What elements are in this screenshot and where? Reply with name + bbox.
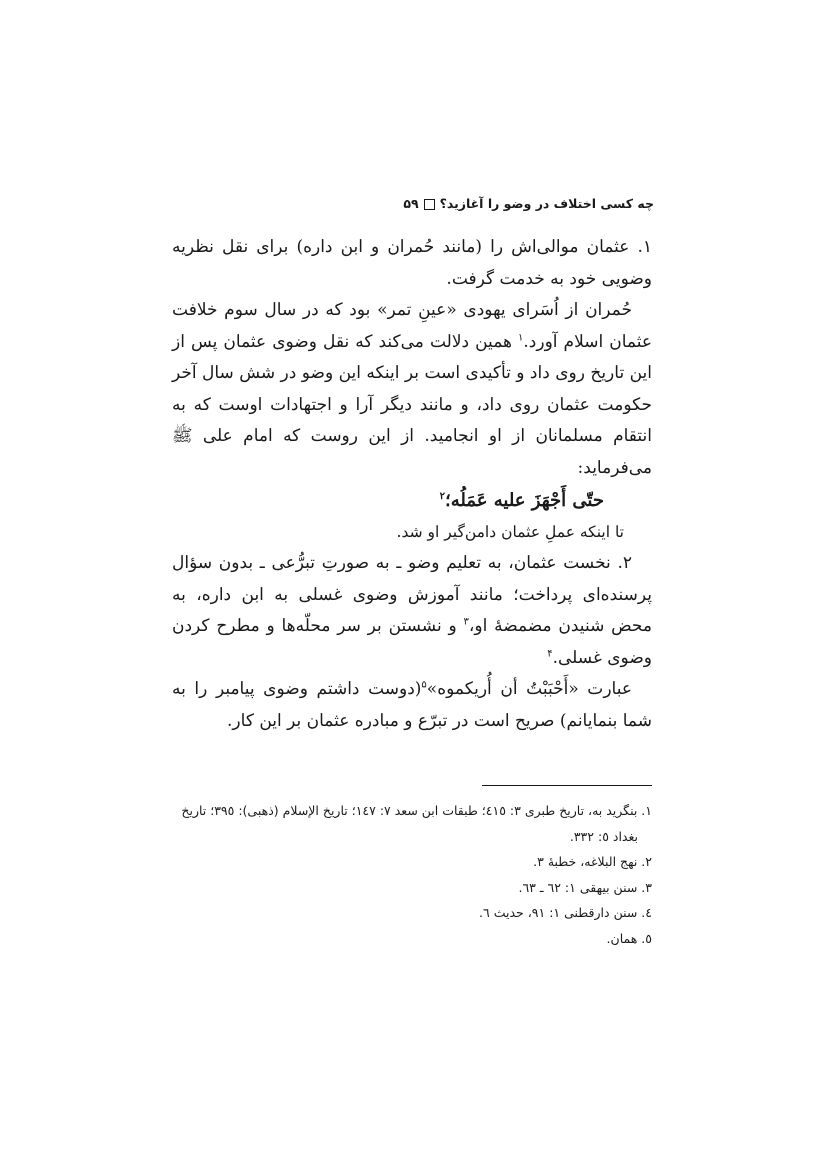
paragraph-4-part-b: (دوست داشتم وضوی پیامبر را به شما بنمایانم) صریح است در تبرّع و مبادره عثمان بر این کار. bbox=[172, 679, 652, 731]
arabic-quote-text: حتّی أَجْهَزَ علیه عَمَلُه؛ bbox=[445, 490, 604, 511]
main-text bbox=[172, 232, 652, 737]
paragraph-3-part-a: ۲. نخست عثمان، به تعلیم وضو ـ به صورتِ تبرُّعی ـ بدون سؤال پرسنده‌ای پرداخت؛ مانند آموزش وضوی غسلی به ابن داره، به محض شنیدن مضمضهٔ او، bbox=[172, 553, 653, 636]
footnote-2: ۲. نهج البلاغه، خطبهٔ ۳. bbox=[533, 854, 652, 869]
footnote-ref-1: ۱ bbox=[518, 331, 524, 343]
quote-translation: تا اینکه عملِ عثمان دامن‌گیر او شد. bbox=[396, 522, 624, 541]
paragraph-2 bbox=[172, 295, 652, 484]
paragraph-2-part-a: حُمران از اُسَرای یهودی «عینِ تمر» بود که در سال سوم خلافت عثمان اسلام آورد. bbox=[172, 300, 653, 352]
running-header bbox=[172, 196, 654, 218]
footnote-ref-5: ۵ bbox=[421, 679, 427, 691]
footnote-4: ٤. سنن دارقطنی ١: ٩١، حدیث ٦. bbox=[479, 905, 652, 920]
paragraph-4 bbox=[172, 674, 652, 737]
footnote-ref-3: ۳ bbox=[463, 616, 469, 628]
paragraph-1: ۱. عثمان موالی‌اش را (مانند حُمران و ابن داره) برای نقل نظریه وضویی خود به خدمت گرفت. bbox=[172, 237, 652, 289]
square-ornament-icon bbox=[424, 199, 435, 210]
footnote-5: ٥. همان. bbox=[606, 930, 652, 946]
paragraph-4-part-a: عبارت «أَحْبَبْتُ أن أُریکموه» bbox=[426, 679, 632, 699]
paragraph-2-part-b: همین دلالت می‌کند که نقل وضوی عثمان پس از این تاریخ روی داد و تأکیدی است بر اینکه این وضو در شش سال آخر حکومت عثمان روی داد، و مانند دیگر آرا و اجتهادات اوست که به انتقام مسلمانان از او انجامید. از این روست که امام علی ﷺ می‌فرماید: bbox=[172, 331, 652, 478]
header-title: چه کسی اختلاف در وضو را آغازید؟ bbox=[439, 196, 654, 211]
paragraph-3 bbox=[172, 548, 652, 674]
page-number: ۵۹ bbox=[403, 196, 419, 211]
arabic-quote bbox=[172, 485, 652, 517]
paragraph-3-part-b: و نشستن بر سر محلّه‌ها و مطرح کردن وضوی غسلی. bbox=[172, 616, 652, 668]
footnote-3: ۳. سنن بیهقی ١: ٦٢ ـ ٦٣. bbox=[518, 879, 652, 895]
footnote-1-continued: بغداد ٥: ٣٣٢. bbox=[569, 828, 638, 844]
footnote-divider bbox=[482, 785, 652, 786]
footnote-1: ۱. بنگرید به، تاریخ طبری ۳: ٤١٥؛ طبقات ابن سعد ۷: ١٤٧؛ تاریخ الإسلام (ذهبی): ٣٩٥؛ تاریخ bbox=[181, 803, 652, 818]
footnotes bbox=[167, 798, 652, 951]
footnote-ref-4: ۴ bbox=[547, 647, 553, 659]
footnote-ref-2: ۲ bbox=[439, 491, 446, 502]
